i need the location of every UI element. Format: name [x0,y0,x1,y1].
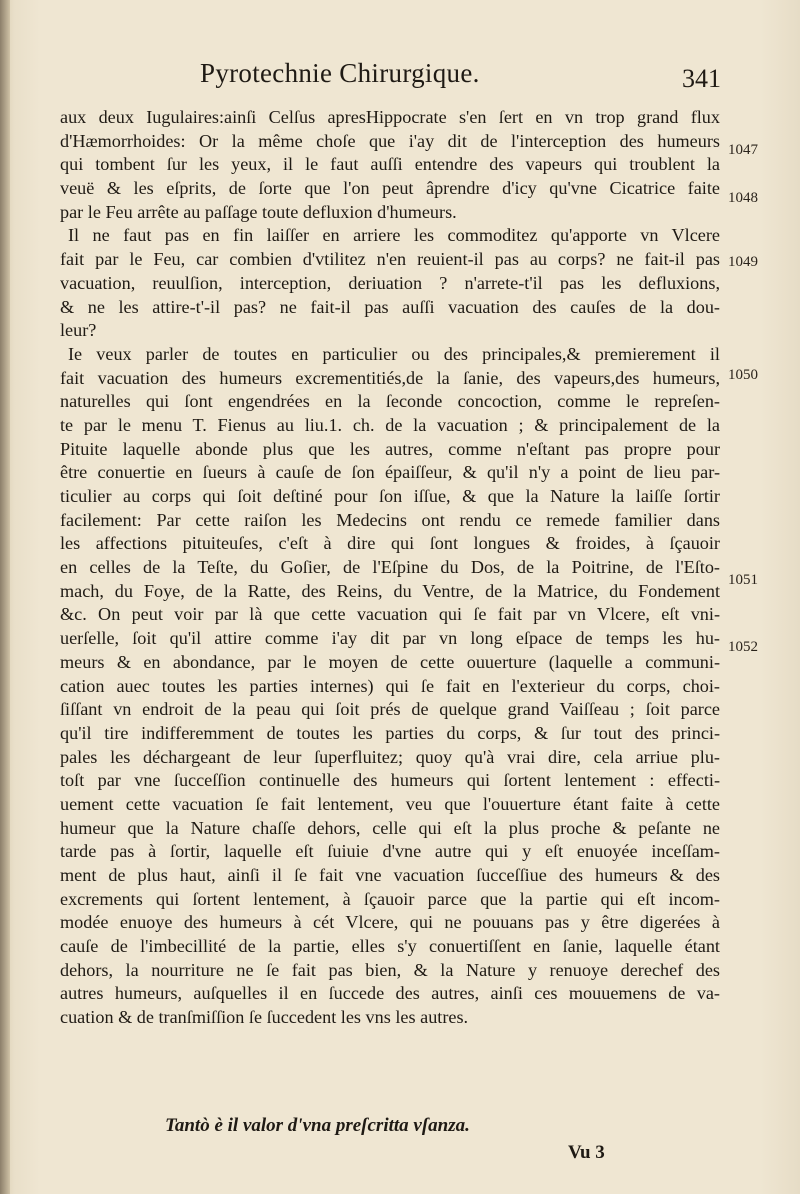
text-line: ticulier au corps qui ſoit deſtiné pour ſon iſſue, & que la Nature la laiſſe ſortir [60,486,720,506]
text-line: cation auec toutes les parties internes) qui ſe fait en l'exterieur du corps, choi- [60,675,720,696]
margin-note: 1052 [728,639,758,655]
margin-notes [728,0,788,1194]
running-title: Pyrotechnie Chirurgique. [200,58,480,88]
text-line: d'Hæmorrhoides: Or la même choſe que i'ay dit de l'interception des humeurs [60,130,720,151]
margin-note: 1051 [728,572,758,588]
text-line: autres humeurs, auſquelles il en ſuccede des autres, ainſi ces mouuemens de va- [60,983,720,1004]
text-line: naturelles qui ſont engendrées en la ſeconde concoction, comme le repreſen- [60,391,720,412]
text-line: humeur que la Nature chaſſe dehors, celle qui eſt la plus proche & peſante ne [60,817,720,838]
text-line: vacuation, reuulſion, interception, deriuation ? n'arrete-t'il pas les defluxions, [60,272,720,293]
text-line: meurs & en abondance, par le moyen de cette ouuerture (laquelle a communi- [60,651,720,672]
page-header [0,58,800,102]
text-line: aux deux Iugulaires:ainſi Celſus apresHippocrate s'en ſert en vn trop grand flux [60,107,720,127]
text-line: ſiſſant vn endroit de la peau qui ſoit prés de quelque grand Vaiſſeau ; ſoit parce [60,699,720,720]
text-line: ment de plus haut, ainſi il ſe fait vne vacuation ſucceſſiue des humeurs & des [60,865,720,885]
text-line: par le Feu arrête au paſſage toute defluxion d'humeurs. [60,201,457,222]
margin-note: 1050 [728,367,758,383]
text-line: mach, du Foye, de la Ratte, des Reins, du Ventre, de la Matrice, du Fondement [60,580,720,601]
text-line: leur? [60,320,97,341]
page-binding-edge [0,0,10,1194]
margin-note: 1049 [728,254,758,270]
text-line: en celles de la Teſte, du Goſier, de l'Eſpine du Dos, de la Poitrine, de l'Eſto- [60,557,720,578]
text-line: les affections pituiteuſes, c'eſt à dire qui ſont longues & froides, à ſçauoir [60,533,720,554]
text-line: fait par le Feu, car combien d'vtilitez n'en reuient-il pas au corps? ne fait-il pas [60,249,720,270]
text-line: tarde pas à ſortir, laquelle eſt ſuiuie d'vne autre qui y eſt enuoyée inceſſam- [60,841,720,862]
signature-catchword: Vu 3 [568,1142,605,1163]
text-line: qu'il tire indifferemment de toutes les parties du corps, & ſur tout des princi- [60,722,720,743]
text-line: toſt par vne ſucceſſion continuelle des humeurs qui ſortent lentement : effecti- [60,770,720,791]
text-line: &c. On peut voir par là que cette vacuation qui ſe fait par vn Vlcere, eſt vni- [60,604,720,625]
text-line: excrements qui ſortent lentement, à ſçauoir parce que la partie qui eſt incom- [60,888,720,909]
text-line: uerſelle, ſoit qu'il attire comme i'ay dit par vn long eſpace de temps les hu- [60,628,720,649]
text-line: cauſe de l'imbecillité de la partie, elles s'y conuertiſſent en ſanie, laquelle étant [60,936,720,957]
body-text [60,106,720,1030]
text-line: dehors, la nourriture ne ſe fait pas bien, & la Nature y renuoye derechef des [60,959,720,980]
text-line: modée enuoye des humeurs à cét Vlcere, qui ne pouuans pas y être digerées à [60,912,720,933]
text-line: veuë & les eſprits, de ſorte que l'on peut âprendre d'icy qu'vne Cicatrice faite [60,178,720,199]
text-line: & ne les attire-t'-il pas? ne fait-il pas auſſi vacuation des cauſes de la dou- [60,296,720,317]
text-line: cuation & de tranſmiſſion ſe ſuccedent les vns les autres. [60,1007,469,1028]
text-line: uement cette vacuation ſe fait lentement, veu que l'ouuerture étant faite à cette [60,793,720,814]
text-line: Il ne faut pas en fin laiſſer en arriere les commoditez qu'apporte vn Vlcere [68,225,720,246]
italian-motto: Tantò è il valor d'vna preſcritta vſanza. [165,1115,470,1136]
text-line: pales les déchargeant de leur ſuperfluitez; quoy qu'à vrai dire, cela arriue plu- [60,746,720,767]
margin-note: 1047 [728,142,758,158]
text-line: Ie veux parler de toutes en particulier ou des principales,& premierement il [68,343,720,364]
text-line: te par le menu T. Fienus au liu.1. ch. de la vacuation ; & principalement de la [60,414,720,435]
page-number: 341 [682,64,721,93]
text-line: fait vacuation des humeurs excrementitiés,de la ſanie, des vapeurs,des humeurs, [60,367,720,388]
text-line: qui tombent ſur les yeux, il le faut auſſi entendre des vapeurs qui troublent la [60,154,720,175]
text-line: être conuertie en ſueurs à cauſe de ſon épaiſſeur, & qu'il n'y a point de lieu par- [60,462,720,483]
text-line: Pituite laquelle abonde plus que les autres, comme n'eſtant pas propre pour [60,438,720,459]
margin-note: 1048 [728,190,758,206]
text-line: facilement: Par cette raiſon les Medecins ont rendu ce remede familier dans [60,509,720,530]
